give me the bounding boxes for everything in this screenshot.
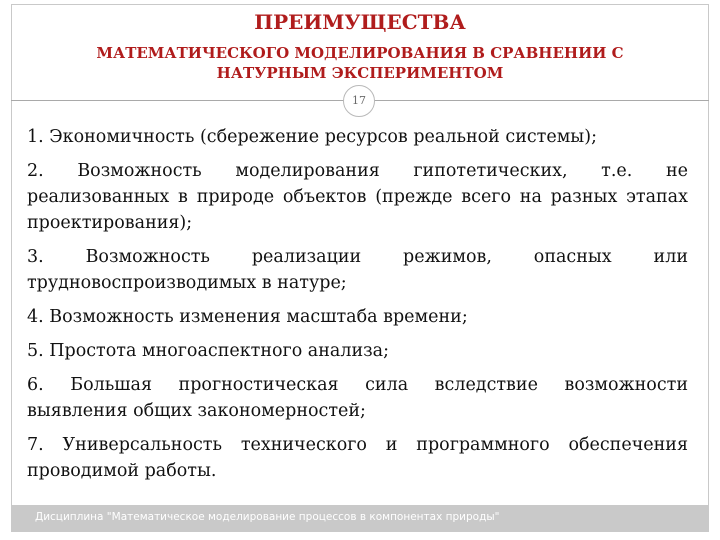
subtitle-line-2: НАТУРНЫМ ЭКСПЕРИМЕНТОМ bbox=[216, 64, 504, 82]
slide-title: ПРЕИМУЩЕСТВА bbox=[254, 10, 466, 34]
list-item: 3. Возможность реализации режимов, опасных или трудновоспроизводимых в натуре; bbox=[27, 247, 688, 293]
list-item: 7. Универсальность технического и программного обеспечения проводимой работы. bbox=[27, 435, 688, 481]
list-item: 4. Возможность изменения масштаба времени; bbox=[27, 307, 468, 327]
slide-subtitle bbox=[0, 43, 720, 83]
list-item: 6. Большая прогностическая сила вследствие возможности выявления общих закономерностей; bbox=[27, 375, 688, 421]
list-item: 1. Экономичность (сбережение ресурсов реальной системы); bbox=[27, 127, 597, 147]
footer-bar bbox=[11, 505, 709, 531]
advantages-list bbox=[27, 124, 688, 492]
list-item: 2. Возможность моделирования гипотетических, т.е. не реализованных в природе объектов (прежде всего на разных этапах проектирования); bbox=[27, 161, 688, 233]
footer-text: Дисциплина "Математическое моделирование процессов в компонентах природы" bbox=[35, 511, 500, 523]
list-item: 5. Простота многоаспектного анализа; bbox=[27, 341, 389, 361]
subtitle-line-1: МАТЕМАТИЧЕСКОГО МОДЕЛИРОВАНИЯ В СРАВНЕНИИ С bbox=[96, 44, 624, 62]
slide-number-badge: 17 bbox=[343, 85, 375, 117]
